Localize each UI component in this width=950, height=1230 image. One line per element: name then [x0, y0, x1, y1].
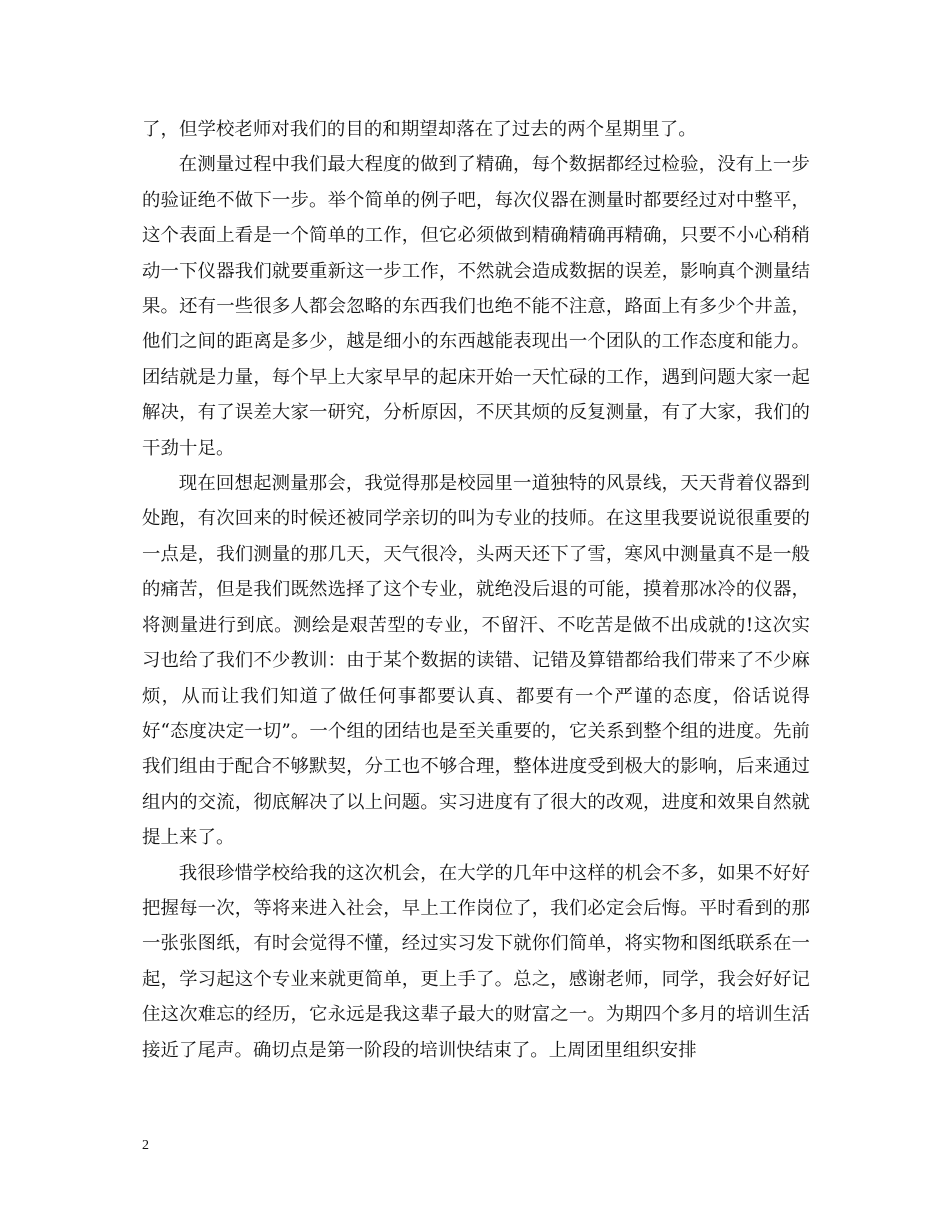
paragraph-measurement-precision: 在测量过程中我们最大程度的做到了精确，每个数据都经过检验，没有上一步的验证绝不做下一步。举个简单的例子吧，每次仪器在测量时都要经过对中整平，这个表面上看是一个简单的工作，但它必须做到精确精确再精确，只要不小心稍稍动一下仪器我们就要重新这一步工作，不然就会造成数据的误差，影响真个测量结果。还有一些很多人都会忽略的东西我们也绝不能不注意，路面上有多少个井盖，他们之间的距离是多少，越是细小的东西越能表现出一个团队的工作态度和能力。团结就是力量，每个早上大家早早的起床开始一天忙碌的工作，遇到问题大家一起解决，有了误差大家一研究，分析原因，不厌其烦的反复测量，有了大家，我们的干劲十足。: [142, 154, 810, 459]
paragraph-recollection: 现在回想起测量那会，我觉得那是校园里一道独特的风景线，天天背着仪器到处跑，有次回来的时候还被同学亲切的叫为专业的技师。在这里我要说说很重要的一点是，我们测量的那几天，天气很冷，头两天还下了雪，寒风中测量真不是一般的痛苦，但是我们既然选择了这个专业，就绝没后退的可能，摸着那冰冷的仪器，将测量进行到底。测绘是艰苦型的专业，不留汗、不吃苦是做不出成就的!这次实习也给了我们不少教训：由于某个数据的读错、记错及算错都给我们带来了不少麻烦，从而让我们知道了做任何事都要认真、都要有一个严谨的态度，俗话说得好“态度决定一切”。一个组的团结也是至关重要的，它关系到整个组的进度。先前我们组由于配合不够默契，分工也不够合理，整体进度受到极大的影响，后来通过组内的交流，彻底解决了以上问题。实习进度有了很大的改观，进度和效果自然就提上来了。: [142, 473, 810, 849]
paragraph-gratitude: 我很珍惜学校给我的这次机会，在大学的几年中这样的机会不多，如果不好好把握每一次，等将来进入社会，早上工作岗位了，我们必定会后悔。平时看到的那一张张图纸，有时会觉得不懂，经过实习发下就你们简单，将实物和图纸联系在一起，学习起这个专业来就更简单，更上手了。总之，感谢老师，同学，我会好好记住这次难忘的经历，它永远是我这辈子最大的财富之一。为期四个多月的培训生活接近了尾声。确切点是第一阶段的培训快结束了。上周团里组织安排: [142, 862, 810, 1061]
paragraph-continued: 了，但学校老师对我们的目的和期望却落在了过去的两个星期里了。: [142, 119, 697, 140]
body-text: [142, 112, 810, 1068]
page-number: 2: [142, 1138, 149, 1153]
